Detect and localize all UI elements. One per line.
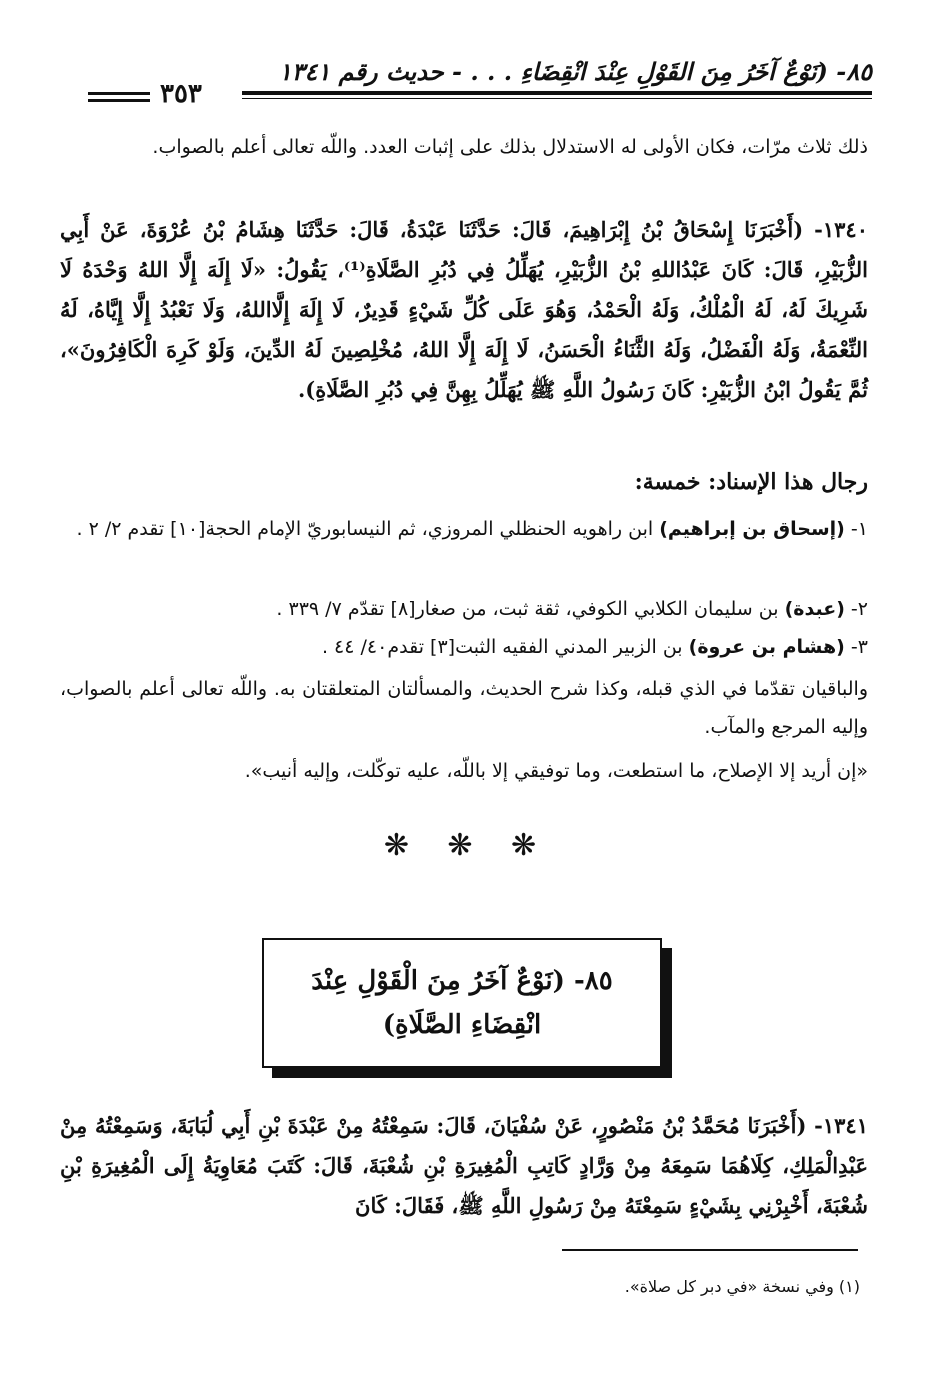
- chapter-title-line2: انْقِضَاءِ الصَّلَاةِ): [382, 1010, 542, 1040]
- chapter-title-line1: ٨٥- (نَوْعٌ آخَرُ مِنَ الْقَوْلِ عِنْدَ: [311, 966, 613, 996]
- narrator-2-details: بن سليمان الكلابي الكوفي، ثقة ثبت، من صغار[٨] تقدّم ٧/ ٣٣٩ .: [276, 598, 779, 620]
- hadith-1340: ١٣٤٠- (أَخْبَرَنَا إِسْحَاقُ بْنُ إِبْرَاهِيمَ، قَالَ: حَدَّثَنَا عَبْدَةُ، قَالَ: حَدَّثَنَا هِشَامُ بْنُ عُرْوَةَ، عَنْ أَبِي الزُّبَيْرِ، قَالَ: كَانَ عَبْدُاللهِ بْنُ الزُّبَيْرِ، يُهَلِّلُ فِي دُبُرِ الصَّلَاةِ⁽¹⁾، يَقُولُ: «لَا إِلَهَ إِلَّا اللهُ وَحْدَهُ لَا شَرِيكَ لَهُ، لَهُ الْمُلْكُ، وَلَهُ الْحَمْدُ، وَهُوَ عَلَى كُلِّ شَيْءٍ قَدِيرٌ، لَا إِلَهَ إِلَّااللهُ، وَلَا نَعْبُدُ إِلَّا إِيَّاهُ، لَهُ النِّعْمَةُ، وَلَهُ الْفَضْلُ، وَلَهُ الثَّنَاءُ الْحَسَنُ، لَا إِلَهَ إِلَّا اللهُ، مُخْلِصِينَ لَهُ الدِّينَ، وَلَوْ كَرِهَ الْكَافِرُونَ»، ثُمَّ يَقُولُ ابْنُ الزُّبَيْرِ: كَانَ رَسُولُ اللَّهِ ﷺ يُهَلِّلُ بِهِنَّ فِي دُبُرِ الصَّلَاةِ).: [60, 217, 868, 402]
- footnote: (١) وفي نسخة «في دبر كل صلاة».: [624, 1277, 860, 1296]
- narrator-1-details: ابن راهويه الحنظلي المروزي، ثم النيسابوريّ الإمام الحجة[١٠] تقدم ٢/ ٢ .: [76, 518, 654, 540]
- page-number-rule-top: [88, 92, 150, 95]
- header-rule-thick: [242, 91, 872, 95]
- running-header-title: ٨٥- (نَوْعٌ آخَرُ مِنَ القَوْلِ عِنْدَ انْقِضَاءِ . . . - حديث رقم ١٣٤١: [278, 57, 872, 86]
- narrator-1-num: ١-: [850, 518, 868, 540]
- page-number: ٣٥٣: [160, 79, 202, 109]
- narrator-3: [60, 628, 868, 666]
- narrator-2-name: (عبدة): [784, 598, 845, 620]
- intro-paragraph: ذلك ثلاث مرّات، فكان الأولى له الاستدلال بذلك على إثبات العدد. واللّه تعالى أعلم بالصواب.: [152, 136, 868, 158]
- rijal-heading: رجال هذا الإسناد: خمسة:: [634, 469, 868, 495]
- narrator-3-details: بن الزبير المدني الفقيه الثبت[٣] تقدم٤٠/ ٤٤ .: [321, 636, 683, 658]
- narrator-2: [60, 590, 868, 628]
- narrator-1-name: (إسحاق بن إبراهيم): [659, 518, 845, 540]
- page-number-rule-bottom: [88, 99, 150, 102]
- remaining-paragraph: والباقيان تقدّما في الذي قبله، وكذا شرح الحديث، والمسألتان المتعلقتان به. واللّه تعالى أعلم بالصواب، وإليه المرجع والمآب.: [60, 678, 868, 738]
- section-separator: ❋ ❋ ❋: [383, 828, 551, 863]
- hadith-1341: ١٣٤١- (أَخْبَرَنَا مُحَمَّدُ بْنُ مَنْصُورٍ، عَنْ سُفْيَانَ، قَالَ: سَمِعْتُهُ مِنْ عَبْدَةَ بْنِ أَبِي لُبَابَةَ، وَسَمِعْتُهُ مِنْ عَبْدِالْمَلِكِ، كِلَاهُمَا سَمِعَهُ مِنْ وَرَّادٍ كَاتِبِ الْمُغِيرَةِ بْنِ شُعْبَةَ، قَالَ: كَتَبَ مُعَاوِيَةُ إِلَى الْمُغِيرَةِ بْنِ شُعْبَةَ، أَخْبِرْنِي بِشَيْءٍ سَمِعْتَهُ مِنْ رَسُولِ اللَّهِ ﷺ، فَقَالَ: كَانَ: [60, 1113, 868, 1218]
- chapter-heading-box: [262, 938, 662, 1068]
- narrator-3-name: (هشام بن عروة): [688, 636, 845, 658]
- narrator-1: [60, 510, 868, 548]
- footnote-rule: [562, 1249, 858, 1251]
- narrator-2-num: ٢-: [850, 598, 868, 620]
- header-rule-thin: [242, 98, 872, 99]
- closing-quote: «إن أريد إلا الإصلاح، ما استطعت، وما توفيقي إلا باللّه، عليه توكّلت، وإليه أنيب».: [244, 760, 868, 782]
- narrator-3-num: ٣-: [850, 636, 868, 658]
